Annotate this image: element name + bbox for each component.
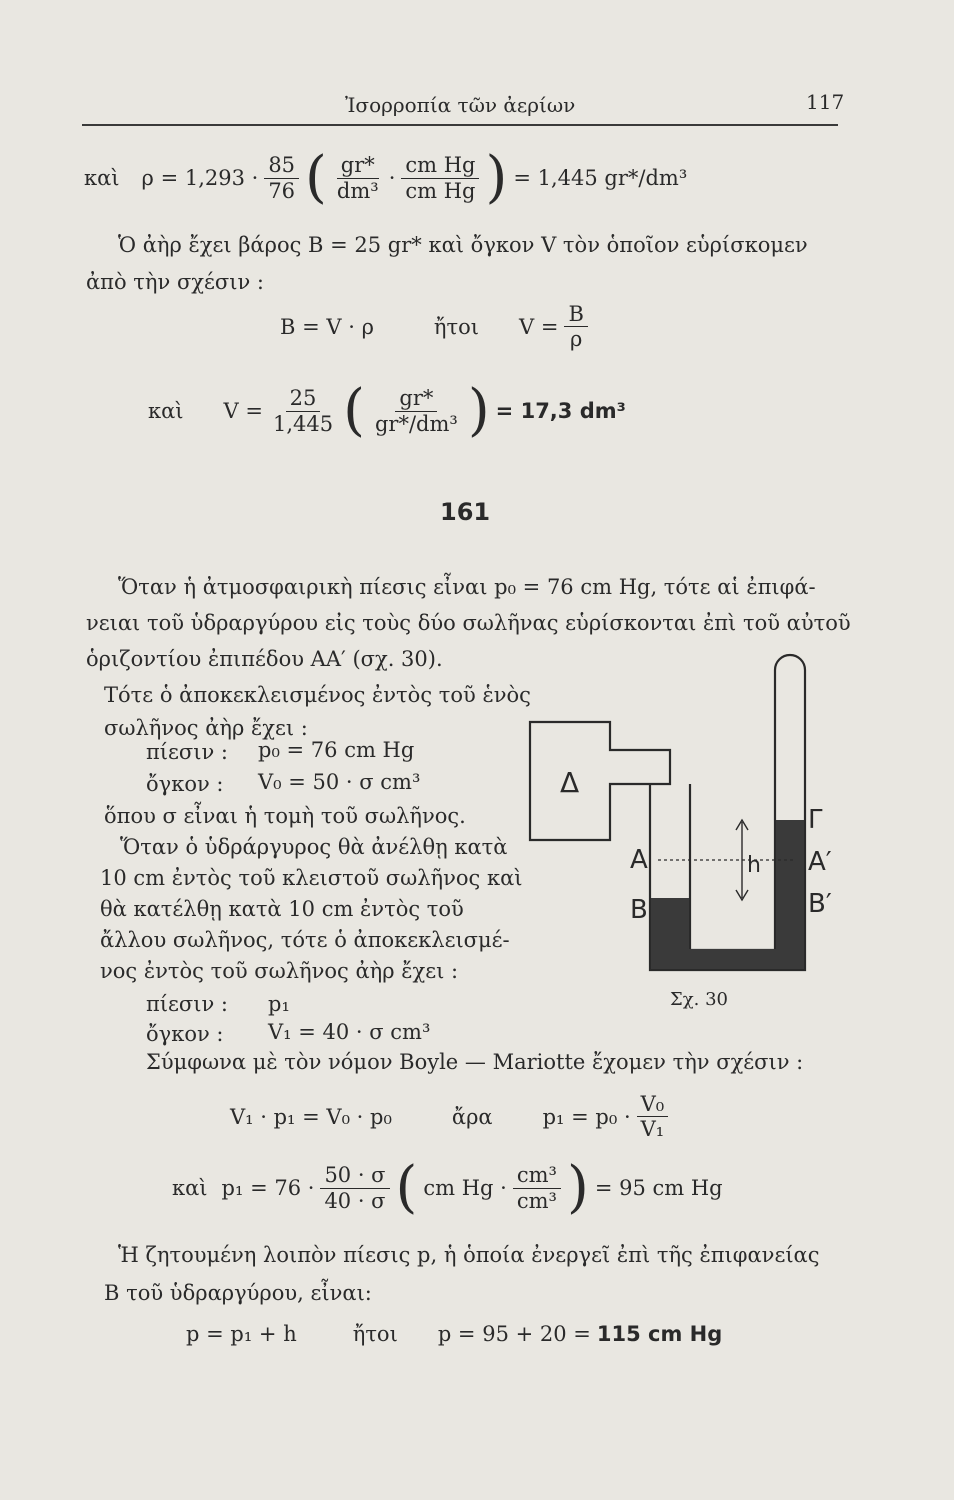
eq-rho-num2: gr*: [337, 153, 379, 178]
paren-close: ): [485, 145, 508, 210]
eq-b-htoi: ἤτοι: [433, 314, 479, 339]
label-gamma: Γ: [808, 805, 823, 835]
eq-final-htoi: ἤτοι: [352, 1322, 398, 1346]
state0-v-value: V₀ = 50 · σ cm³: [258, 770, 421, 794]
para1-line2: ἀπὸ τὴν σχέσιν :: [86, 270, 264, 294]
eq-p1-lhs: p₁ = 76 ·: [221, 1176, 315, 1200]
para2-line3: ὁριζοντίου ἐπιπέδου AA′ (σχ. 30).: [86, 647, 443, 671]
problem-number: 161: [440, 498, 491, 526]
eq-boyle-den: V₁: [640, 1117, 665, 1142]
equation-final: [186, 1322, 728, 1346]
eq-rho-den1: 76: [268, 178, 296, 203]
para3-line2: Ὅταν ὁ ὑδράργυρος θὰ ἀνέλθῃ κατὰ: [120, 835, 508, 859]
equation-b: [280, 302, 594, 351]
paren-close-v: ): [467, 378, 490, 443]
eq-p1-num1: 50 · σ: [320, 1163, 389, 1188]
eq-boyle-lhs: V₁ · p₁ = V₀ · p₀: [230, 1104, 392, 1129]
eq-rho-num1: 85: [264, 153, 299, 178]
state1-v-label: ὄγκον :: [146, 1022, 224, 1046]
equation-p1: [172, 1155, 729, 1220]
paren-close-p1: ): [566, 1155, 589, 1220]
eq-b-veq: V =: [519, 314, 559, 339]
para2-line4: Τότε ὁ ἀποκεκλεισμένος ἐντὸς τοῦ ἑνὸς: [104, 683, 531, 707]
eq-rho-kai: καὶ: [84, 166, 120, 190]
para2-line1: Ὅταν ἡ ἀτμοσφαιρικὴ πίεσις εἶναι p₀ = 76 cm Hg, τότε αἱ ἐπιφά-: [118, 575, 816, 599]
label-a: A: [630, 845, 648, 875]
state1-p-label: πίεσιν :: [146, 992, 229, 1016]
para2-line5: σωλῆνος ἀὴρ ἔχει :: [104, 716, 308, 740]
eq-b-frac: [564, 302, 587, 351]
eq-v-kai: καὶ: [148, 399, 184, 423]
figure-caption: Σχ. 30: [670, 989, 728, 1010]
eq-p1-frac2: [513, 1163, 561, 1212]
eq-p1-den2: cm³: [516, 1188, 557, 1213]
figure-30: [520, 640, 840, 1020]
eq-p1-kai: καὶ: [172, 1176, 208, 1200]
para3-line1: ὅπου σ εἶναι ἡ τομὴ τοῦ σωλῆνος.: [104, 804, 466, 828]
eq-v-num2: gr*: [395, 386, 437, 411]
paren-open-v: (: [343, 378, 365, 443]
para3-line3: 10 cm ἐντὸς τοῦ κλειστοῦ σωλῆνος καὶ: [100, 866, 523, 890]
equation-boyle: [230, 1092, 674, 1141]
label-b-prime: B′: [808, 889, 832, 919]
eq-b-lhs: B = V · ρ: [280, 314, 374, 339]
para2-line2: νειαι τοῦ ὑδραργύρου εἰς τοὺς δύο σωλῆνας εὑρίσκονται ἐπὶ τοῦ αὐτοῦ: [86, 611, 851, 635]
eq-p1-result: = 95 cm Hg: [594, 1176, 723, 1200]
running-header: Ἰσορροπία τῶν ἀερίων: [345, 93, 576, 117]
mercury-fill: [651, 820, 804, 969]
eq-v-den1: 1,445: [272, 411, 334, 436]
eq-rho-den3: cm Hg: [405, 178, 476, 203]
eq-final-result: 115 cm Hg: [596, 1322, 723, 1346]
paren-open-p1: (: [395, 1155, 418, 1220]
eq-final-lhs: p = p₁ + h: [186, 1322, 297, 1346]
label-delta: Δ: [560, 766, 580, 799]
eq-boyle-ara: ἄρα: [451, 1104, 493, 1129]
eq-final-rhs: p = 95 + 20 =: [437, 1322, 591, 1346]
eq-v-lhs: V =: [223, 399, 263, 423]
eq-p1-frac1: [320, 1163, 389, 1212]
eq-v-frac2: [371, 386, 462, 435]
eq-p1-num2: cm³: [513, 1163, 561, 1188]
header-rule: [82, 124, 838, 126]
page-number: 117: [806, 90, 845, 114]
para3-line5: ἄλλου σωλῆνος, τότε ὁ ἀποκεκλεισμέ-: [100, 928, 510, 952]
equation-v: [148, 378, 632, 443]
eq-rho-dot: ·: [388, 166, 396, 190]
eq-rho-den2: dm³: [336, 178, 379, 203]
eq-rho-frac1: [264, 153, 299, 202]
para4-line1: Σύμφωνα μὲ τὸν νόμον Boyle — Mariotte ἔχομεν τὴν σχέσιν :: [146, 1050, 804, 1074]
eq-rho-num3: cm Hg: [401, 153, 479, 178]
equation-rho: [84, 145, 693, 210]
label-b: B: [630, 895, 648, 925]
label-a-prime: A′: [808, 847, 832, 877]
eq-b-den: ρ: [569, 327, 583, 352]
eq-v-frac1: [269, 386, 337, 435]
eq-rho-result: = 1,445 gr*/dm³: [513, 166, 688, 190]
eq-v-den2: gr*/dm³: [374, 411, 458, 436]
eq-v-num1: 25: [286, 386, 321, 411]
paren-open: (: [305, 145, 327, 210]
state1-p-value: p₁: [268, 992, 290, 1016]
eq-rho-frac3: [401, 153, 479, 202]
eq-rho-frac2: [333, 153, 383, 202]
eq-boyle-rhs: p₁ = p₀ ·: [542, 1104, 631, 1129]
state0-v-label: ὄγκον :: [146, 772, 224, 796]
para3-line4: θὰ κατέλθῃ κατὰ 10 cm ἐντὸς τοῦ: [100, 897, 464, 921]
eq-p1-unit: cm Hg ·: [423, 1176, 507, 1200]
para1-line1: Ὁ ἀὴρ ἔχει βάρος B = 25 gr* καὶ ὄγκον V τὸν ὁποῖον εὑρίσκομεν: [118, 233, 808, 257]
para5-line1: Ἡ ζητουμένη λοιπὸν πίεσις p, ἡ ὁποία ἐνεργεῖ ἐπὶ τῆς ἐπιφανείας: [118, 1243, 820, 1267]
state1-v-value: V₁ = 40 · σ cm³: [268, 1020, 431, 1044]
state0-p-label: πίεσιν :: [146, 740, 229, 764]
para5-line2: B τοῦ ὑδραργύρου, εἶναι:: [104, 1281, 372, 1305]
eq-boyle-frac: [637, 1092, 669, 1141]
eq-p1-den1: 40 · σ: [324, 1188, 386, 1213]
state0-p-value: p₀ = 76 cm Hg: [258, 738, 415, 762]
label-h: h: [747, 853, 761, 878]
eq-b-num: B: [564, 302, 587, 327]
para3-line6: νος ἐντὸς τοῦ σωλῆνος ἀὴρ ἔχει :: [100, 959, 459, 983]
eq-rho-lhs: ρ = 1,293 ·: [141, 166, 259, 190]
eq-boyle-num: V₀: [637, 1092, 669, 1117]
eq-v-result: = 17,3 dm³: [495, 399, 626, 423]
